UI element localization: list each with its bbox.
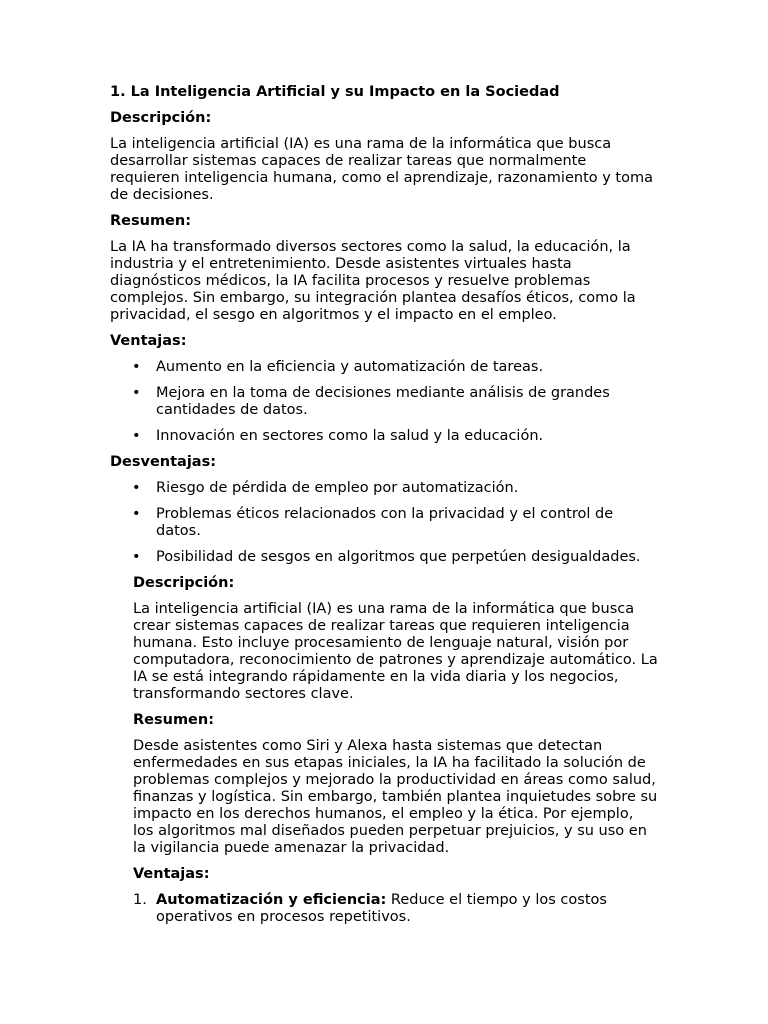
list-item: • Riesgo de pérdida de empleo por automatización.	[156, 480, 658, 497]
list-item-label: Automatización y eficiencia:	[156, 892, 387, 908]
list-item-text: Reduce el tiempo y los costos operativos en procesos repetitivos.	[156, 892, 607, 925]
indented-section	[110, 575, 658, 883]
description-heading-2: Descripción:	[133, 575, 235, 591]
list-item: • Innovación en sectores como la salud y la educación.	[156, 428, 658, 445]
summary-heading: Resumen:	[110, 213, 192, 229]
list-item: • Problemas éticos relacionados con la privacidad y el control de datos.	[156, 506, 658, 540]
disadvantages-list	[110, 480, 658, 566]
summary-paragraph-2: Desde asistentes como Siri y Alexa hasta sistemas que detectan enfermedades en sus etapas iniciales, la IA ha facilitado la solución de problemas complejos y mejorado la productividad en áreas como salud, finanzas y logística. Sin embargo, también plantea inquietudes sobre su impacto en los derechos humanos, el empleo y la ética. Por ejemplo, los algoritmos mal diseñados pueden perpetuar prejuicios, y su uso en la vigilancia puede amenazar la privacidad.	[133, 738, 658, 856]
description-heading: Descripción:	[110, 110, 212, 126]
list-item: • Posibilidad de sesgos en algoritmos que perpetúen desigualdades.	[156, 549, 658, 566]
advantages-list	[110, 359, 658, 445]
list-item: • Aumento en la eficiencia y automatización de tareas.	[156, 359, 658, 376]
summary-heading-2: Resumen:	[133, 712, 215, 728]
numbered-advantages-list	[110, 892, 658, 926]
description-paragraph-2: La inteligencia artificial (IA) es una rama de la informática que busca crear sistemas capaces de realizar tareas que requieren inteligencia humana. Esto incluye procesamiento de lenguaje natural, visión por computadora, reconocimiento de patrones y aprendizaje automático. La IA se está integrando rápidamente en la vida diaria y los negocios, transformando sectores clave.	[133, 601, 658, 702]
list-item	[133, 892, 658, 926]
disadvantages-heading: Desventajas:	[110, 454, 217, 470]
summary-paragraph: La IA ha transformado diversos sectores como la salud, la educación, la industria y el entretenimiento. Desde asistentes virtuales hasta diagnósticos médicos, la IA facilita procesos y resuelve problemas complejos. Sin embargo, su integración plantea desafíos éticos, como la privacidad, el sesgo en algoritmos y el impacto en el empleo.	[110, 239, 636, 323]
list-item: • Mejora en la toma de decisiones mediante análisis de grandes cantidades de datos.	[156, 385, 658, 419]
list-number: 1.	[133, 892, 147, 908]
description-paragraph: La inteligencia artificial (IA) es una rama de la informática que busca desarrollar sistemas capaces de realizar tareas que normalmente requieren inteligencia humana, como el aprendizaje, razonamiento y toma de decisiones.	[110, 136, 653, 203]
document-title: 1. La Inteligencia Artificial y su Impacto en la Sociedad	[110, 84, 560, 100]
advantages-heading-2: Ventajas:	[133, 866, 210, 882]
advantages-heading: Ventajas:	[110, 333, 187, 349]
